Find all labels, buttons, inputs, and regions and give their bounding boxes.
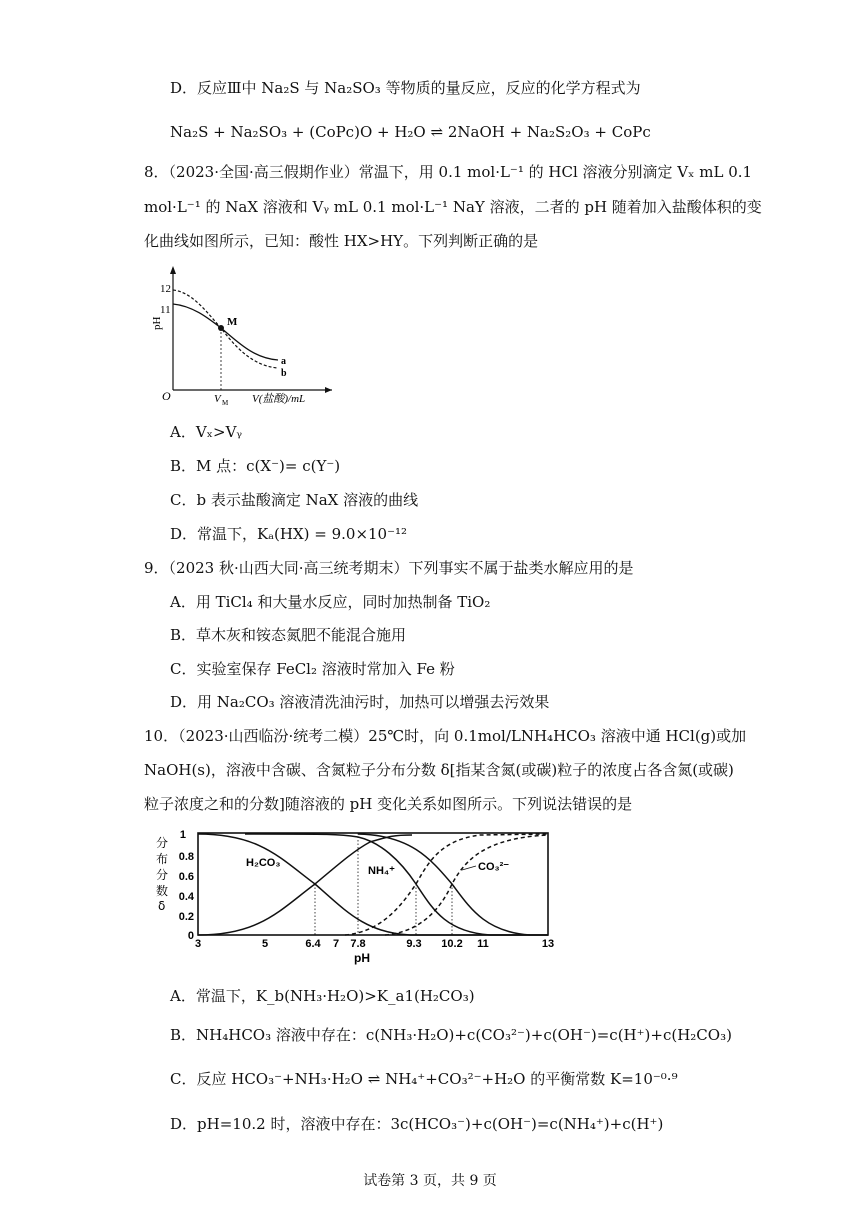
q10-ytick-0.8: 0.8 [178,851,194,863]
q10-xtick-6.4: 6.4 [305,938,321,950]
q8-stem-line2: mol·L⁻¹ 的 NaX 溶液和 Vᵧ mL 0.1 mol·L⁻¹ NaY 溶液，二者的 pH 随着加入盐酸体积的变 [144,198,762,216]
q10-xtick-11: 11 [477,938,489,950]
q8-stem-line1: 8．（2023·全国·高三假期作业）常温下，用 0.1 mol·L⁻¹ 的 HCl 溶液分别滴定 Vₓ mL 0.1 [144,163,753,181]
q10-option-a: A．常温下，K_b(NH₃·H₂O)>K_a1(H₂CO₃) [170,987,475,1005]
q9-option-c: C．实验室保存 FeCl₂ 溶液时常加入 Fe 粉 [170,660,455,678]
q10-stem-line2: NaOH(s)，溶液中含碳、含氮粒子分布分数 δ[指某含氮(或碳)粒子的浓度占各含氮(或碳) [144,761,734,779]
q8-origin: O [162,389,171,403]
q10-xtick-10.2: 10.2 [441,938,463,950]
q10-curve-hco3-rise [198,835,412,935]
q8-ytick-12: 12 [160,283,171,295]
q10-curve-co3 [385,835,548,935]
q10-curve-nh3 [345,834,548,935]
q8-label-a: a [281,356,286,367]
q10-co3-pointer [462,866,476,870]
q10-curve-h2co3 [198,834,548,935]
q8-option-b: B．M 点：c(X⁻)= c(Y⁻) [170,457,341,475]
q9-option-d: D．用 Na₂CO₃ 溶液清洗油污时，加热可以增强去污效果 [170,693,550,711]
q10-ytick-1: 1 [179,829,186,841]
q10-stem-line1: 10．（2023·山西临汾·统考二模）25℃时，向 0.1mol/LNH₄HCO₃ 溶液中通 HCl(g)或加 [144,727,747,745]
q10-xtick-9.3: 9.3 [406,938,422,950]
q8-option-c: C．b 表示盐酸滴定 NaX 溶液的曲线 [170,491,419,509]
q10-ytitle-3: 数 [156,884,169,898]
q8-label-m: M [227,316,238,328]
q8-titration-figure [148,262,338,412]
q10-ytitle-4: δ [158,899,166,913]
q8-x-arrow [325,387,332,393]
q10-x-label: pH [354,951,370,965]
q9-option-b: B．草木灰和铵态氮肥不能混合施用 [170,626,407,644]
q8-option-a: A．Vₓ>Vᵧ [170,423,243,441]
q10-distribution-figure [150,828,580,968]
q10-curve-nh4 [245,834,548,935]
q10-ytick-0.4: 0.4 [178,891,194,903]
q10-ytick-0.2: 0.2 [178,911,194,923]
q10-stem-line3: 粒子浓度之和的分数]随溶液的 pH 变化关系如图所示。下列说法错误的是 [144,795,633,813]
q10-xtick-5: 5 [261,938,269,950]
q10-option-d: D．pH=10.2 时，溶液中存在：3c(HCO₃⁻)+c(OH⁻)=c(NH₄⁺)+c(H⁺) [170,1115,664,1133]
q8-ytick-11: 11 [160,304,171,316]
q10-label-co3: CO₃²⁻ [478,861,510,873]
q10-label-h2co3: H₂CO₃ [246,857,281,869]
q10-plot-frame [198,833,548,935]
q10-xtick-7.8: 7.8 [350,938,366,950]
q8-vm-label: V [214,393,221,405]
q7-option-d: D．反应Ⅲ中 Na₂S 与 Na₂SO₃ 等物质的量反应，反应的化学方程式为 [170,79,641,97]
q7-equation: Na₂S + Na₂SO₃ + (CoPc)O + H₂O ⇌ 2NaOH + Na₂S₂O₃ + CoPc [170,123,651,141]
q10-ytitle-0: 分 [156,836,169,850]
q10-ytick-0.6: 0.6 [178,871,194,883]
q10-option-b: B．NH₄HCO₃ 溶液中存在：c(NH₃·H₂O)+c(CO₃²⁻)+c(OH⁻)=c(H⁺)+c(H₂CO₃) [170,1026,732,1044]
q10-xtick-13: 13 [541,938,555,950]
q8-vm-sub: M [222,399,229,407]
q10-ytitle-1: 布 [156,852,169,866]
q8-curve-a [173,304,278,360]
q8-x-label: V(盐酸)/mL [252,393,306,405]
q10-xtick-3: 3 [194,938,202,950]
q10-xtick-7: 7 [332,938,340,950]
q8-y-label: pH [151,316,163,330]
q8-stem-line3: 化曲线如图所示，已知：酸性 HX>HY。下列判断正确的是 [144,232,539,250]
q8-y-arrow [170,266,176,274]
q10-ytick-0: 0 [187,930,194,942]
page-footer: 试卷第 3 页，共 9 页 [363,1173,497,1189]
q10-label-nh4: NH₄⁺ [368,865,395,877]
q9-stem: 9．（2023 秋·山西大同·高三统考期末）下列事实不属于盐类水解应用的是 [144,559,634,577]
q8-option-d: D．常温下，Kₐ(HX) = 9.0×10⁻¹² [170,525,408,543]
q8-point-m [218,325,224,331]
q10-option-c: C．反应 HCO₃⁻+NH₃·H₂O ⇌ NH₄⁺+CO₃²⁻+H₂O 的平衡常数 K=10⁻⁰·⁹ [170,1070,678,1088]
q9-option-a: A．用 TiCl₄ 和大量水反应，同时加热制备 TiO₂ [170,593,491,611]
q10-ytitle-2: 分 [156,868,169,882]
q8-label-b: b [281,368,287,379]
